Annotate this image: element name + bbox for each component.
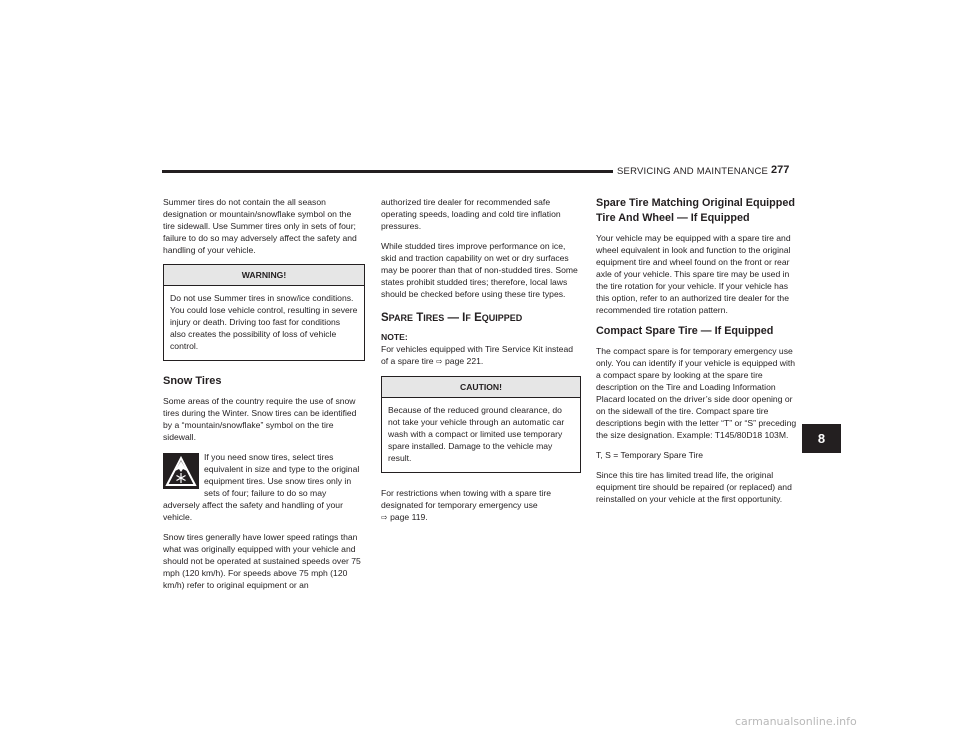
summer-tires-paragraph: Summer tires do not contain the all season designation or mountain/snowflake symbol on the tire sidewall. Use Summer tires only in sets of four; failure to do so may adversely affect the safety and handling of your vehicle. [163, 197, 357, 255]
running-header-section: SERVICING AND MAINTENANCE [613, 166, 772, 177]
temporary-spare-definition: T, S = Temporary Spare Tire [596, 450, 704, 460]
column-2 [381, 196, 581, 532]
dealer-paragraph: authorized tire dealer for recommended safe operating speeds, loading and cold tire inflation pressures. [381, 197, 561, 231]
note-page-link[interactable]: page 221. [445, 356, 484, 366]
column-3 [596, 196, 800, 513]
snow-tires-paragraph-3: Snow tires generally have lower speed ratings than what was originally equipped with your vehicle and should not be operated at sustained speeds over 75 mph (120 km/h). For speeds above 75 mph (120 km/h) refer to original equipment or an [163, 532, 361, 590]
watermark: carmanualsonline.info [735, 715, 857, 728]
snow-tires-paragraph-2: If you need snow tires, select tires equivalent in size and type to the original equipment tires. Use snow tires only in sets of four; failure to do so may adversely affect the safety and handling of your vehicle. [163, 452, 360, 522]
caution-text: Because of the reduced ground clearance, do not take your vehicle through an automatic car wash with a compact or limited use temporary spare installed. Damage to the vehicle may result. [388, 405, 565, 463]
snow-tires-paragraph-1: Some areas of the country require the use of snow tires during the Winter. Snow tires can be identified by a “mountain/snowflake” symbol on the tire sidewall. [163, 396, 357, 442]
chapter-tab: 8 [802, 424, 841, 453]
note-label: NOTE: [381, 332, 408, 342]
snow-tires-icon-block [163, 451, 365, 531]
towing-paragraph: For restrictions when towing with a spare tire designated for temporary emergency use ⇨ page 119. [381, 488, 552, 522]
caution-box [381, 376, 581, 473]
mountain-snowflake-icon [163, 453, 199, 489]
arrow-right-icon: ⇨ [435, 357, 443, 366]
spare-tires-heading: SPARE TIRES — IF EQUIPPED [381, 312, 523, 324]
matching-spare-paragraph: Your vehicle may be equipped with a spare tire and wheel equivalent in look and function to the original equipment tire and wheel found on the front or rear axle of your vehicle. This spare tire may be used in the tire rotation for your vehicle. If your vehicle has this option, refer to an authorized tire dealer for the recommended tire rotation pattern. [596, 233, 791, 315]
compact-spare-paragraph: The compact spare is for temporary emergency use only. You can identify if your vehicle is equipped with a compact spare by looking at the spare tire description on the Tire and Loading Information Placard located on the driver’s side door opening or on the sidewall of the tire. Compact spare tire descriptions begin with the letter “T” or “S” preceding the size designation. Example: T145/80D18 103M. [596, 346, 797, 440]
warning-text: Do not use Summer tires in snow/ice conditions. You could lose vehicle control, resulting in severe injury or death. Driving too fast for conditions also creates the possibility of loss of vehicle control. [170, 293, 358, 351]
matching-spare-heading: Spare Tire Matching Original Equipped Tire And Wheel — If Equipped [596, 197, 795, 224]
compact-spare-heading: Compact Spare Tire — If Equipped [596, 325, 774, 337]
towing-page-link[interactable]: page 119. [390, 512, 428, 522]
studded-tires-paragraph: While studded tires improve performance on ice, skid and traction capability on wet or dry surfaces may be poorer than that of non-studded tires. Some states prohibit studded tires; therefore, local laws should be checked before using these tire types. [381, 241, 578, 299]
note-text: For vehicles equipped with Tire Service Kit instead of a spare tire ⇨ page 221. [381, 344, 574, 366]
arrow-right-icon: ⇨ [381, 513, 388, 522]
warning-title: WARNING! [164, 265, 364, 286]
caution-title: CAUTION! [382, 377, 580, 398]
column-1 [163, 196, 365, 599]
snow-tires-heading: Snow Tires [163, 375, 222, 387]
warning-box [163, 264, 365, 361]
tread-life-paragraph: Since this tire has limited tread life, the original equipment tire should be repaired (or replaced) and reinstalled on your vehicle at the first opportunity. [596, 470, 792, 504]
page-number: 277 [771, 164, 790, 176]
